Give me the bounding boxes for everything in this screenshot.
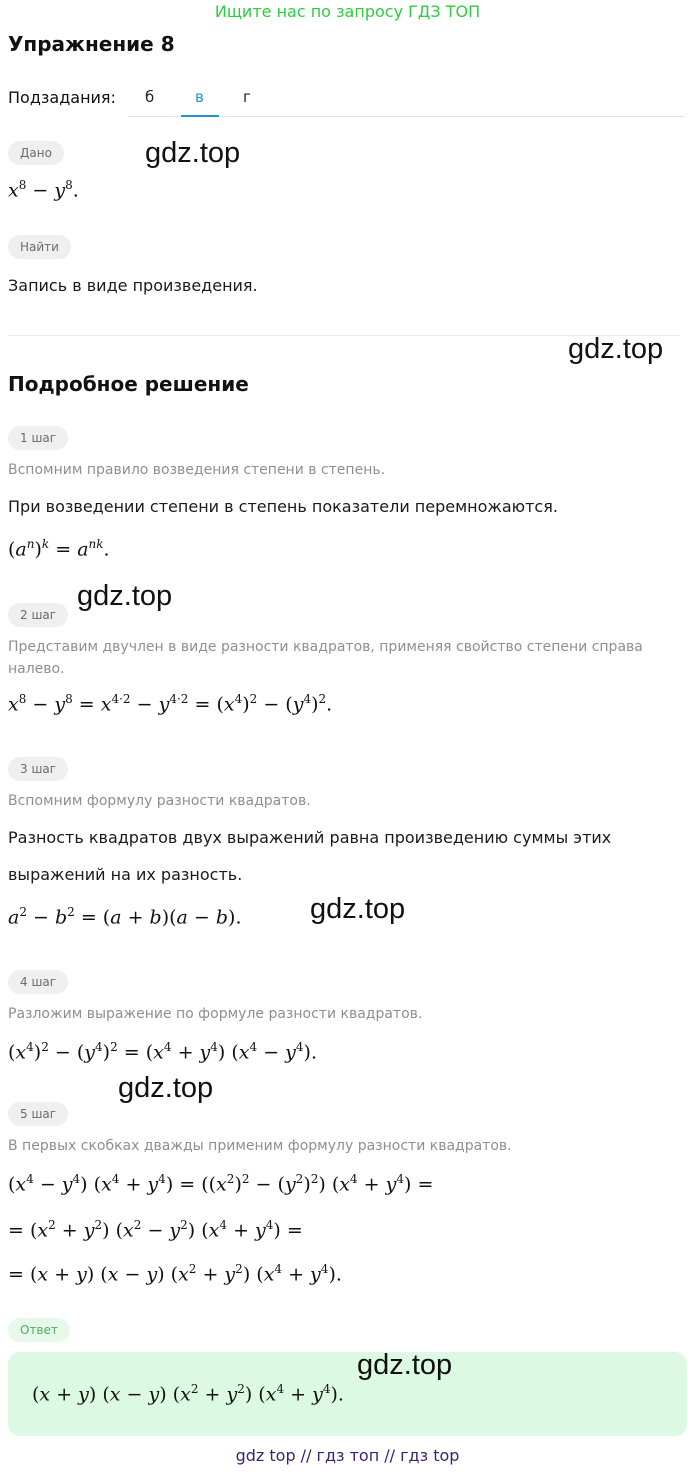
watermark: gdz.top	[568, 333, 664, 365]
tab-g[interactable]: г	[243, 88, 251, 106]
step-3-text-line-2: выражений на их разность.	[8, 865, 243, 884]
find-text: Запись в виде произведения.	[8, 276, 258, 295]
step-1-text: При возведении степени в степень показатели перемножаются.	[8, 497, 558, 516]
tab-v[interactable]: в	[195, 88, 204, 106]
step-2-hint-line-1: Представим двучлен в виде разности квадратов, применяя свойство степени справа	[8, 639, 643, 655]
tab-b[interactable]: б	[145, 88, 155, 106]
step-4-formula: $(x^4)^2 - (y^4)^2 = (x^4 + y^4) (x^4 - y^4)$.	[8, 1040, 317, 1064]
find-pill: Найти	[8, 235, 71, 259]
step-5-formula-line-3: = (x + y) (x − y) $(x^2 + y^2) (x^4 + y^4)$.	[8, 1262, 342, 1286]
watermark: gdz.top	[310, 893, 406, 925]
step-1-formula: $(a^n)^k = a^{nk}$.	[8, 537, 110, 561]
step-1-hint: Вспомним правило возведения степени в степень.	[8, 462, 386, 478]
subtasks-label: Подзадания:	[8, 88, 116, 107]
step-4-hint: Разложим выражение по формуле разности квадратов.	[8, 1006, 423, 1022]
step-2-hint-line-2: налево.	[8, 661, 65, 677]
step-2-formula: $x^8 - y^8 = x^{4\cdot 2} - y^{4\cdot 2} = (x^4)^2 - (y^4)^2$.	[8, 692, 333, 716]
watermark: gdz.top	[145, 137, 241, 169]
step-3-hint: Вспомним формулу разности квадратов.	[8, 793, 311, 809]
step-5-formula-line-1: $(x^4 - y^4) (x^4 + y^4) = ((x^2)^2 - (y^2)^2) (x^4 + y^4)$ =	[8, 1172, 434, 1196]
given-expression: $x^8 - y^8$.	[8, 178, 79, 202]
step-4-pill: 4 шаг	[8, 970, 68, 994]
watermark: gdz.top	[357, 1349, 453, 1381]
page-title: Упражнение 8	[8, 32, 175, 56]
answer-pill: Ответ	[8, 1318, 70, 1342]
step-3-text-line-1: Разность квадратов двух выражений равна произведению суммы этих	[8, 828, 612, 847]
step-2-pill: 2 шаг	[8, 603, 68, 627]
watermark: gdz.top	[118, 1072, 214, 1104]
active-tab-indicator	[181, 115, 219, 117]
step-3-formula: $a^2 - b^2 = (a + b)(a - b)$.	[8, 905, 242, 929]
solution-title: Подробное решение	[8, 372, 249, 396]
step-5-pill: 5 шаг	[8, 1102, 68, 1126]
step-5-hint: В первых скобках дважды применим формулу разности квадратов.	[8, 1138, 512, 1154]
step-5-formula-line-2: = $(x^2 + y^2) (x^2 - y^2) (x^4 + y^4)$ =	[8, 1218, 303, 1242]
given-pill: Дано	[8, 141, 64, 165]
watermark: gdz.top	[77, 580, 173, 612]
search-banner: Ищите нас по запросу ГДЗ ТОП	[214, 2, 481, 21]
step-3-pill: 3 шаг	[8, 757, 68, 781]
footer-links[interactable]: gdz top // гдз топ // гдз top	[235, 1446, 460, 1465]
answer-formula: (x + y) (x − y) $(x^2 + y^2) (x^4 + y^4)$.	[32, 1382, 344, 1406]
step-1-pill: 1 шаг	[8, 426, 68, 450]
